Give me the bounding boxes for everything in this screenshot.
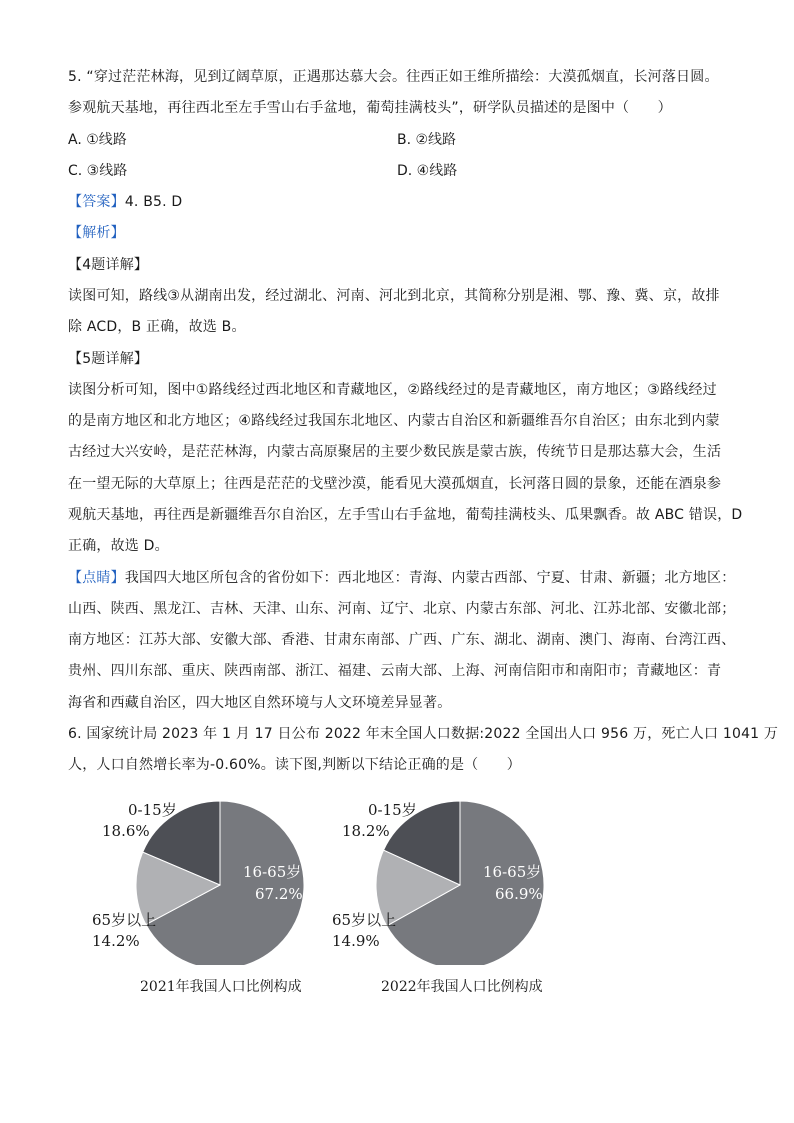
dianjing-first: 我国四大地区所包含的省份如下：西北地区：青海、内蒙古西部、宁夏、甘肃、新疆；北方地区： [124, 570, 736, 586]
detail5-line2: 的是南方地区和北方地区；④路线经过我国东北地区、内蒙古自治区和新疆维吾尔自治区；由东北到内蒙 [68, 413, 720, 429]
pie-2022-label-65plus: 65岁以上 [332, 911, 397, 929]
detail5-heading: 【5题详解】 [68, 351, 149, 367]
pie-2022-label-16-65: 16-65岁 [483, 863, 542, 881]
pie-2021-label-16-65: 16-65岁 [243, 863, 302, 881]
pie-chart-2021-svg [80, 785, 320, 965]
pie-2021-label-65plus: 65岁以上 [92, 911, 157, 929]
pie-chart-2021-title: 2021年我国人口比例构成 [140, 979, 302, 995]
detail4-heading: 【4题详解】 [68, 257, 149, 273]
q5-option-d: D. ④线路 [397, 163, 458, 179]
pie-2022-label-0-15: 0-15岁 [368, 801, 417, 819]
answer-text: 4. B5. D [124, 194, 183, 210]
pie-chart-2022-title: 2022年我国人口比例构成 [381, 979, 543, 995]
pie-2022-value-16-65: 66.9% [495, 885, 543, 903]
pie-2021-value-65plus: 14.2% [92, 932, 140, 950]
pie-chart-2021 [80, 785, 320, 965]
q6-stem-line1: 6. 国家统计局 2023 年 1 月 17 日公布 2022 年末全国人口数据:2022 全国出人口 956 万，死亡人口 1041 万 [68, 726, 779, 742]
dianjing-tag: 【点睛】 [68, 570, 125, 586]
dianjing-line2: 南方地区：江苏大部、安徽大部、香港、甘肃东南部、广西、广东、湖北、湖南、澳门、海南、台湾江西、 [68, 632, 736, 648]
dianjing-line4: 海省和西藏自治区，四大地区自然环境与人文环境差异显著。 [68, 695, 452, 711]
analysis-tag: 【解析】 [68, 225, 125, 241]
detail5-line6: 正确，故选 D。 [68, 538, 169, 554]
detail5-line4: 在一望无际的大草原上；往西是茫茫的戈壁沙漠，能看见大漠孤烟直，长河落日圆的景象，还能在酒泉参 [68, 476, 722, 492]
detail4-line1: 读图可知，路线③从湖南出发，经过湖北、河南、河北到北京，其简称分别是湘、鄂、豫、冀、京，故排 [68, 288, 720, 304]
q5-stem-line2: 参观航天基地，再往西北至左手雪山右手盆地，葡萄挂满枝头”，研学队员描述的是图中（ ） [68, 100, 672, 116]
pie-2021-value-0-15: 18.6% [102, 822, 150, 840]
pie-2021-label-0-15: 0-15岁 [128, 801, 177, 819]
pie-chart-2022 [320, 785, 560, 965]
detail4-line2: 除 ACD，B 正确，故选 B。 [68, 319, 246, 335]
answer-line [68, 192, 728, 212]
pie-2021-value-16-65: 67.2% [255, 885, 303, 903]
detail5-line1: 读图分析可知，图中①路线经过西北地区和青藏地区，②路线经过的是青藏地区，南方地区；③路线经过 [68, 382, 717, 398]
detail5-line3: 古经过大兴安岭，是茫茫林海，内蒙古高原聚居的主要少数民族是蒙古族，传统节日是那达慕大会，生活 [68, 444, 722, 460]
dianjing-line1: 山西、陕西、黑龙江、吉林、天津、山东、河南、辽宁、北京、内蒙古东部、河北、江苏北部、安徽北部； [68, 601, 736, 617]
q6-stem-line2: 人，人口自然增长率为-0.60%。读下图,判断以下结论正确的是（ ） [68, 757, 521, 773]
detail5-line5: 观航天基地，再往西是新疆维吾尔自治区，左手雪山右手盆地，葡萄挂满枝头、瓜果飘香。故 ABC 错误，D [68, 507, 743, 523]
q5-stem-line1: 5. “穿过茫茫林海，见到辽阔草原，正遇那达慕大会。往西正如王维所描绘：大漠孤烟直，长河落日圆。 [68, 69, 719, 85]
q5-option-a: A. ①线路 [68, 132, 127, 148]
pie-2022-value-65plus: 14.9% [332, 932, 380, 950]
dianjing-line0 [68, 568, 736, 588]
analysis-line [68, 223, 728, 243]
answer-tag: 【答案】 [68, 194, 125, 210]
pie-2022-value-0-15: 18.2% [342, 822, 390, 840]
q5-option-b: B. ②线路 [397, 132, 457, 148]
dianjing-line3: 贵州、四川东部、重庆、陕西南部、浙江、福建、云南大部、上海、河南信阳市和南阳市；青藏地区：青 [68, 663, 722, 679]
pie-chart-2022-svg [320, 785, 560, 965]
q5-option-c: C. ③线路 [68, 163, 128, 179]
